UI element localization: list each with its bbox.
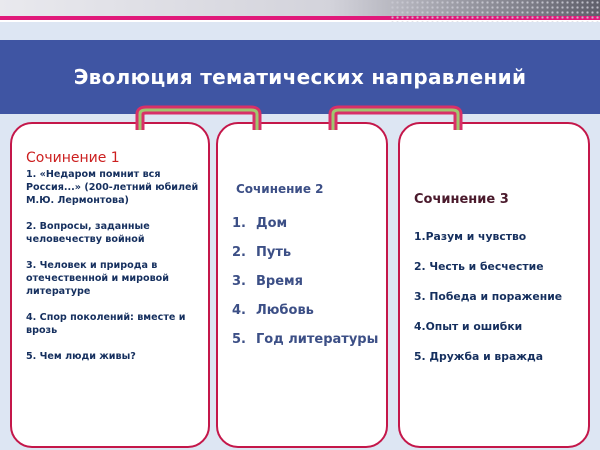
list-item-number: 1. bbox=[232, 216, 246, 231]
list-item: 4. Спор поколений: вместе и врозь bbox=[26, 312, 186, 336]
essay-card-3-title: Сочинение 3 bbox=[414, 192, 509, 207]
essay-card-3-list bbox=[414, 230, 586, 380]
list-item: 5. Дружба и вражда bbox=[414, 350, 544, 363]
list-item-number: 4. bbox=[232, 303, 246, 318]
top-decoration bbox=[0, 0, 600, 22]
essay-card-2-list bbox=[232, 216, 382, 361]
list-item: 2. Вопросы, заданные человечеству войной bbox=[26, 221, 150, 245]
list-item-number: 3. bbox=[232, 274, 246, 289]
list-item bbox=[232, 274, 382, 290]
slide-title: Эволюция тематических направлений bbox=[73, 65, 527, 89]
connector-brackets bbox=[0, 100, 600, 140]
bracket-connector-right bbox=[333, 110, 458, 130]
list-item-text: Любовь bbox=[256, 303, 314, 318]
list-item-text: Дом bbox=[256, 216, 288, 231]
list-item-number: 5. bbox=[232, 332, 246, 347]
essay-card-1-title: Сочинение 1 bbox=[26, 150, 120, 166]
list-item: 2. Честь и бесчестие bbox=[414, 260, 544, 273]
essay-card-1 bbox=[10, 122, 210, 448]
bracket-connector-left bbox=[140, 110, 257, 130]
list-item: 3. Человек и природа в отечественной и мировой литературе bbox=[26, 260, 169, 297]
list-item: 3. Победа и поражение bbox=[414, 290, 563, 303]
list-item: 4.Опыт и ошибки bbox=[414, 320, 523, 333]
list-item: 1.Разум и чувство bbox=[414, 230, 527, 243]
light-band bbox=[0, 22, 600, 40]
list-item bbox=[232, 303, 382, 319]
list-item bbox=[232, 245, 382, 261]
list-item: 1. «Недаром помнит вся Россия...» (200-летний юбилей М.Ю. Лермонтова) bbox=[26, 169, 199, 206]
list-item bbox=[232, 332, 382, 348]
list-item: 5. Чем люди живы? bbox=[26, 351, 136, 362]
list-item-text: Год литературы bbox=[256, 332, 379, 347]
list-item-number: 2. bbox=[232, 245, 246, 260]
essay-card-2-title: Сочинение 2 bbox=[236, 182, 324, 196]
essay-card-3 bbox=[398, 122, 590, 448]
list-item-text: Время bbox=[256, 274, 304, 289]
list-item-text: Путь bbox=[256, 245, 292, 260]
list-item bbox=[232, 216, 382, 232]
essay-card-2 bbox=[216, 122, 388, 448]
essay-card-1-list bbox=[26, 168, 204, 376]
